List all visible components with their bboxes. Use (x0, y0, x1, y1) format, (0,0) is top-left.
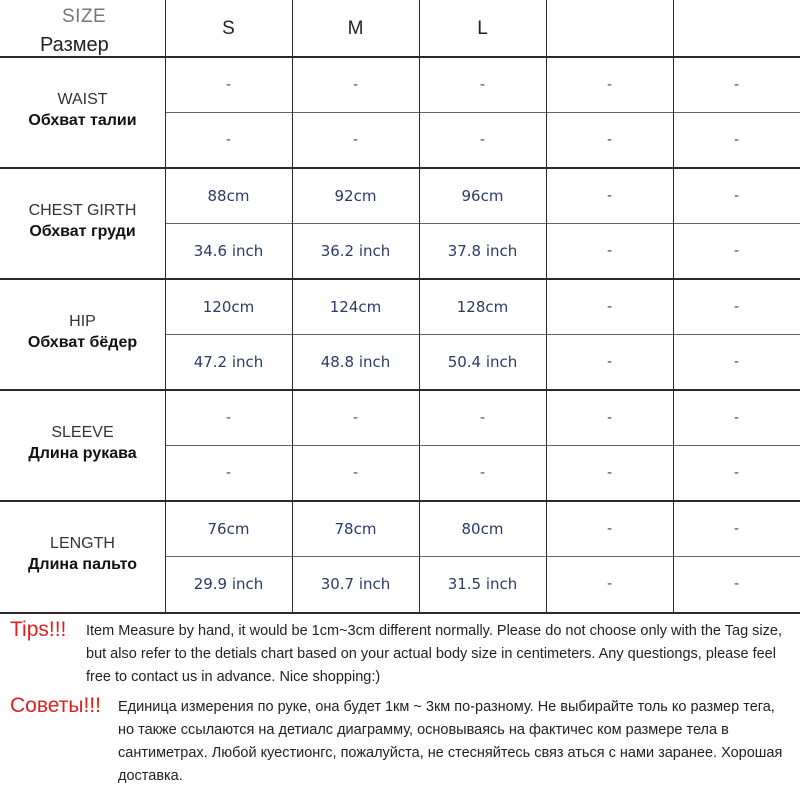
table-cell-inch: - (225, 465, 232, 481)
col-header-m: M (347, 18, 364, 39)
table-cell-inch: - (733, 465, 740, 481)
tips-text-ru: Единица измерения по руке, она будет 1км ~ 3км по-разному. Не выбирайте толь ко размер тега, но также ссылаются на детиалс диаграмму, основываясь на фактичес ком размере тела в сантиметрах. Любой куестионгс, пожалуйста, не стесняйтесь связ аться с нами заранее. Хорошая доставка. (118, 699, 783, 784)
col-header-s: S (222, 18, 235, 39)
table-cell-inch: - (606, 465, 613, 481)
row-label-en: SLEEVE (51, 424, 114, 441)
table-cell-inch: - (733, 354, 740, 370)
table-cell-inch: - (606, 354, 613, 370)
table-cell-inch: - (479, 132, 486, 148)
table-cell-cm: - (225, 77, 232, 93)
row-label-ru: Обхват груди (29, 223, 136, 240)
col-header-4 (546, 0, 673, 57)
size-header (0, 0, 165, 57)
tips-section (0, 612, 800, 802)
row-label-ru: Обхват талии (28, 112, 137, 129)
table-cell-cm: 120cm (202, 298, 255, 316)
table-cell-inch: - (606, 576, 613, 592)
row-label (0, 535, 165, 574)
size-header-en: SIZE (62, 6, 107, 27)
table-cell-cm: 88cm (207, 187, 250, 205)
row-label (0, 424, 165, 463)
table-cell-cm: 124cm (329, 298, 382, 316)
table-cell-cm: 80cm (461, 520, 504, 538)
row-label-en: WAIST (57, 91, 108, 108)
row-label-ru: Обхват бёдер (27, 334, 138, 351)
table-cell-cm: - (733, 410, 740, 426)
table-cell-cm: - (733, 188, 740, 204)
tips-title-en: Tips!!! (10, 618, 67, 641)
table-cell-inch: 31.5 inch (447, 575, 518, 593)
table-cell-inch: - (606, 132, 613, 148)
table-cell-inch: - (225, 132, 232, 148)
table-cell-inch: - (733, 576, 740, 592)
table-cell-cm: - (479, 410, 486, 426)
table-cell-cm: - (606, 77, 613, 93)
col-header-l: L (477, 18, 488, 39)
table-cell-inch: - (606, 243, 613, 259)
row-label-en: HIP (69, 313, 96, 330)
table-cell-cm: - (352, 77, 359, 93)
table-cell-inch: - (733, 132, 740, 148)
table-cell-cm: - (733, 77, 740, 93)
table-cell-inch: 48.8 inch (320, 353, 391, 371)
table-cell-cm: - (606, 299, 613, 315)
table-cell-inch: 47.2 inch (193, 353, 264, 371)
table-cell-inch: 34.6 inch (193, 242, 264, 260)
table-cell-inch: 36.2 inch (320, 242, 391, 260)
table-cell-cm: - (479, 77, 486, 93)
table-cell-cm: - (352, 410, 359, 426)
table-cell-cm: - (606, 188, 613, 204)
row-label (0, 202, 165, 241)
row-label-ru: Длина пальто (28, 556, 137, 573)
table-cell-inch: 29.9 inch (193, 575, 264, 593)
table-cell-cm: 78cm (334, 520, 377, 538)
col-header-5 (673, 0, 800, 57)
row-label-en: CHEST GIRTH (28, 202, 137, 219)
table-cell-cm: - (606, 410, 613, 426)
table-cell-inch: 30.7 inch (320, 575, 391, 593)
table-cell-cm: - (733, 521, 740, 537)
size-header-ru: Размер (40, 34, 109, 56)
table-cell-cm: 128cm (456, 298, 509, 316)
table-cell-inch: - (479, 465, 486, 481)
row-label-en: LENGTH (50, 535, 115, 552)
table-cell-cm: - (733, 299, 740, 315)
row-label (0, 313, 165, 352)
table-cell-inch: 50.4 inch (447, 353, 518, 371)
tips-text-en: Item Measure by hand, it would be 1cm~3cm different normally. Please do not choose only with the Tag size, but also refer to the detials chart based on your actual body size in centimeters. Any questiongs, please feel free to contact us in advance. Nice shopping:) (86, 623, 782, 685)
table-cell-cm: - (606, 521, 613, 537)
table-cell-cm: - (225, 410, 232, 426)
row-label-ru: Длина рукава (28, 445, 137, 462)
tips-title-ru: Советы!!! (10, 694, 101, 717)
table-cell-inch: - (733, 243, 740, 259)
table-cell-cm: 96cm (461, 187, 504, 205)
table-cell-cm: 92cm (334, 187, 377, 205)
table-cell-inch: - (352, 465, 359, 481)
row-label (0, 91, 165, 130)
table-cell-inch: 37.8 inch (447, 242, 518, 260)
table-cell-inch: - (352, 132, 359, 148)
table-cell-cm: 76cm (207, 520, 250, 538)
